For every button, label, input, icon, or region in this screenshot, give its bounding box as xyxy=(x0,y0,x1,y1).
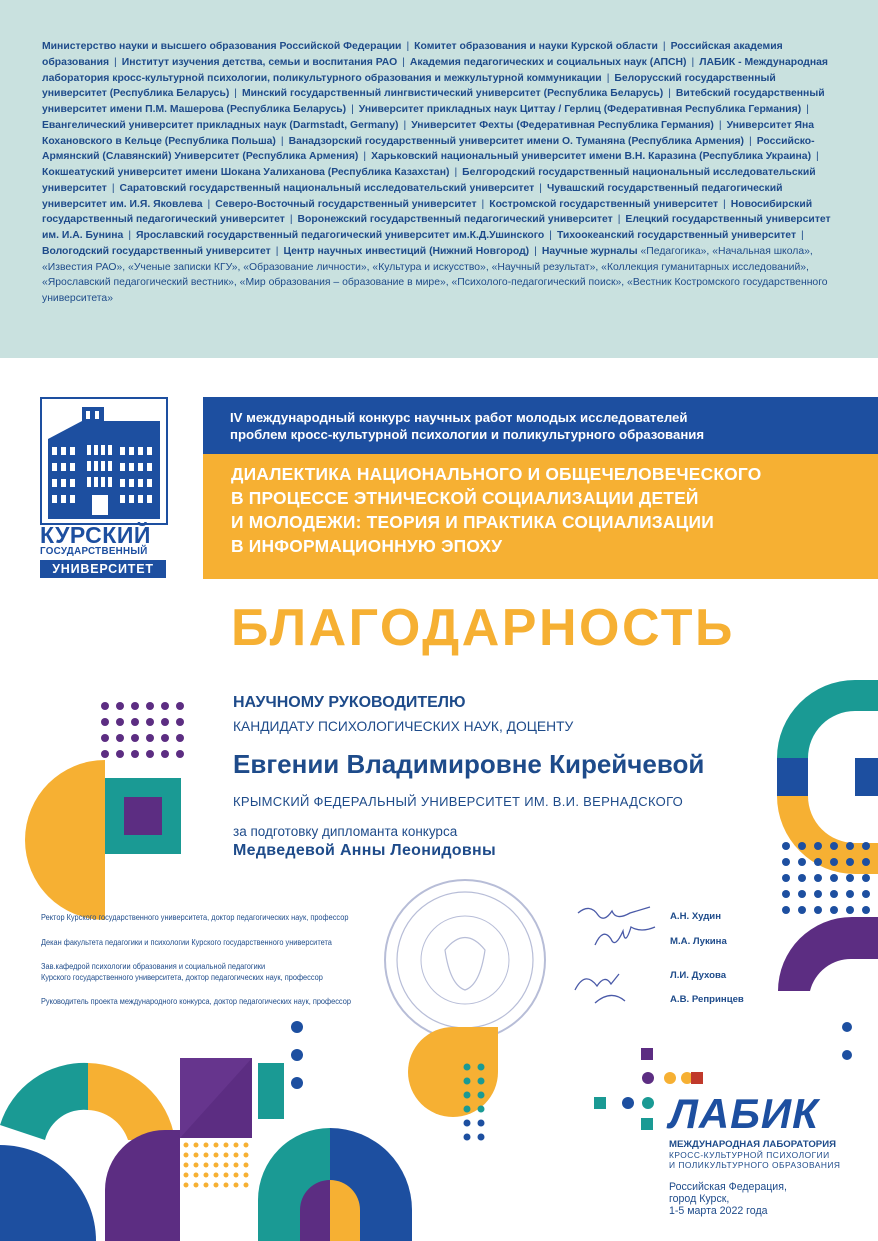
blue-quarter-circle xyxy=(0,1145,96,1241)
purple-square xyxy=(124,797,162,835)
journals-list: «Педагогика», «Начальная школа», «Известия РАО», «Ученые записки КГУ», «Образование личности», «Культура и искусство», «Научный результат», «Коллекция гуманитарных исследований», «Ярославский педагогический вестник», «Мир образования – образование в мире», «Психолого-педагогический поиск», «Вестник Костромского государственного университета» xyxy=(42,245,828,304)
recipient-degree: КАНДИДАТУ ПСИХОЛОГИЧЕСКИХ НАУК, ДОЦЕНТУ xyxy=(233,719,574,734)
separator: | xyxy=(749,135,752,147)
separator: | xyxy=(723,198,726,210)
separator: | xyxy=(403,119,407,131)
document-title: БЛАГОДАРНОСТЬ xyxy=(231,599,735,657)
organizer-item: Российская академия образования xyxy=(42,41,783,68)
organizer-item: Воронежский государственный педагогический университет xyxy=(297,214,613,226)
dot-grid-blue xyxy=(464,1120,485,1141)
contest-name-line1: IV международный конкурс научных работ молодых исследователей xyxy=(230,410,688,425)
location-line: город Курск, xyxy=(669,1193,730,1205)
separator: | xyxy=(454,167,458,178)
separator: | xyxy=(114,56,117,68)
organizer-item: Комитет образования и науки Курской области xyxy=(414,41,658,52)
separator: | xyxy=(128,230,132,241)
journals-label: Научные журналы xyxy=(541,245,641,257)
logo-line-university: УНИВЕРСИТЕТ xyxy=(40,560,166,578)
separator: | xyxy=(406,41,410,52)
separator: | xyxy=(280,135,284,147)
separator: | xyxy=(617,214,621,226)
blue-block xyxy=(855,758,878,796)
organizer-item: Университет Яна Кохановского в Кельце (Республика Польша) xyxy=(42,119,815,147)
separator: | xyxy=(363,151,367,163)
organizer-item: Белгородский государственный национальный исследовательский университет xyxy=(42,167,816,194)
organizer-item: Евангелический университет прикладных наук (Darmstadt, Germany) xyxy=(42,119,399,131)
signatory-name: А.В. Репринцев xyxy=(670,994,744,1005)
separator: | xyxy=(816,151,819,163)
signatory-name: М.А. Лукина xyxy=(670,936,727,947)
signatory-role: Зав.кафедрой психологии образования и социальной педагогики xyxy=(41,961,266,971)
separator: | xyxy=(111,182,115,194)
organizer-item: Минский государственный лингвистический университет (Республика Беларусь) xyxy=(242,88,664,100)
blue-dot-column xyxy=(291,1021,303,1089)
blue-dot xyxy=(842,1022,852,1032)
contest-name-line2: проблем кросс-культурной психологии и поликультурного образования xyxy=(230,427,705,442)
dot-grid-purple xyxy=(101,702,184,758)
teal-arc xyxy=(777,680,878,758)
organizer-item: Чувашский государственный педагогический университет им. И.Я. Яковлева xyxy=(42,182,783,210)
organizer-item: Харьковский национальный университет имени В.Н. Каразина (Республика Украина) xyxy=(371,151,812,163)
separator: | xyxy=(275,245,279,257)
organizer-item: Северо-Восточный государственный университет xyxy=(215,198,477,210)
organizer-item: Новосибирский государственный педагогический университет xyxy=(42,198,813,226)
recipient-name: Евгении Владимировне Кирейчевой xyxy=(233,749,705,779)
organizer-item: Институт изучения детства, семьи и воспитания РАО xyxy=(121,56,398,68)
orange-quarter-circle xyxy=(25,840,105,920)
recipient-university: КРЫМСКИЙ ФЕДЕРАЛЬНЫЙ УНИВЕРСИТЕТ ИМ. В.И. ВЕРНАДСКОГО xyxy=(233,794,684,809)
labik-subtitle: КРОСС-КУЛЬТУРНОЙ ПСИХОЛОГИИ xyxy=(669,1150,830,1160)
signatory-role: Ректор Курского государственного университета, доктор педагогических наук, профессор xyxy=(41,912,349,922)
round-seal xyxy=(385,880,545,1040)
separator: | xyxy=(549,230,552,241)
organizer-item: Университет прикладных наук Циттау / Герлиц (Федеративная Республика Германия) xyxy=(358,104,802,115)
separator: | xyxy=(234,88,237,100)
blue-dot xyxy=(842,1050,852,1060)
separator: | xyxy=(606,72,610,84)
organizer-item: Витебский государственный университет имени П.М. Машерова (Республика Беларусь) xyxy=(42,88,825,115)
separator: | xyxy=(806,104,809,115)
signatory-role: Декан факультета педагогики и психологии Курского государственного университета xyxy=(41,937,332,947)
separator: | xyxy=(691,56,695,68)
organizer-item: Ванадзорский государственный университет имени О. Туманяна (Республика Армения) xyxy=(288,135,745,147)
dot-grid-orange xyxy=(184,1143,249,1188)
student-name: Медведевой Анны Леонидовны xyxy=(233,842,496,859)
separator: | xyxy=(668,88,671,100)
signatory-role: Руководитель проекта международного конкурса, доктор педагогических наук, профессор xyxy=(41,996,351,1006)
organizer-item: Российско-Армянский (Славянский) Университет (Республика Армения) xyxy=(42,135,815,163)
separator: | xyxy=(539,182,542,194)
separator: | xyxy=(481,198,485,210)
organizer-item: Центр научных инвестиций (Нижний Новгород) xyxy=(283,245,530,257)
separator: | xyxy=(207,198,211,210)
logo-line-kursk: КУРСКИЙ xyxy=(40,522,151,548)
organizer-item: Саратовский государственный национальный исследовательский университет xyxy=(119,182,535,194)
blue-block xyxy=(777,758,808,796)
topic-line: В ПРОЦЕССЕ ЭТНИЧЕСКОЙ СОЦИАЛИЗАЦИИ ДЕТЕЙ xyxy=(231,488,699,508)
organizer-item: ЛАБИК - Международная лаборатория кросс-культурной психологии, поликультурного образования и межкультурной коммуникации xyxy=(42,56,829,84)
labik-title: ЛАБИК xyxy=(669,1090,819,1137)
teal-arc xyxy=(0,1063,88,1140)
award-reason: за подготовку дипломанта конкурса xyxy=(233,824,458,839)
organizer-item: Тихоокеанский государственный университет xyxy=(556,230,797,241)
separator: | xyxy=(718,119,722,131)
separator: | xyxy=(662,41,666,52)
handwritten-signatures xyxy=(575,907,655,1003)
location-line: Российская Федерация, xyxy=(669,1181,787,1193)
organizer-item: Белорусский государственный университет (Республика Беларусь) xyxy=(42,72,776,100)
organizer-item: Костромской государственный университет xyxy=(489,198,719,210)
topic-line: В ИНФОРМАЦИОННУЮ ЭПОХУ xyxy=(231,536,503,556)
orange-arc xyxy=(88,1063,175,1140)
event-location-date xyxy=(669,1181,787,1217)
organizer-item: Университет Фехты (Федеративная Республика Германия) xyxy=(411,119,714,131)
separator: | xyxy=(402,56,405,68)
organizer-item: Вологодский государственный университет xyxy=(42,245,271,257)
separator: | xyxy=(534,245,537,257)
purple-shape xyxy=(105,1130,180,1241)
location-line: 1-5 марта 2022 года xyxy=(669,1205,768,1217)
separator: | xyxy=(801,230,804,241)
purple-arc xyxy=(778,917,878,991)
signatory-role: Курского государственного университета, доктор педагогических наук, профессор xyxy=(41,972,323,982)
orange-quarter-circle xyxy=(25,760,105,840)
signatory-name: Л.И. Духова xyxy=(670,970,727,981)
topic-line: ДИАЛЕКТИКА НАЦИОНАЛЬНОГО И ОБЩЕЧЕЛОВЕЧЕСКОГО xyxy=(231,464,762,484)
labik-subtitle: И ПОЛИКУЛЬТУРНОГО ОБРАЗОВАНИЯ xyxy=(669,1160,841,1170)
topic-line: И МОЛОДЕЖИ: ТЕОРИЯ И ПРАКТИКА СОЦИАЛИЗАЦИИ xyxy=(231,512,714,532)
recipient-role: НАУЧНОМУ РУКОВОДИТЕЛЮ xyxy=(233,694,466,711)
organizer-item: Кокшеатуский университет имени Шокана Уалиханова (Республика Казахстан) xyxy=(42,167,450,178)
organizer-item: Елецкий государственный университет им. И.А. Бунина xyxy=(42,214,831,241)
teal-bar xyxy=(258,1063,284,1119)
signatory-name: А.Н. Худин xyxy=(670,911,722,922)
organizer-item: Ярославский государственный педагогический университет им.К.Д.Ушинского xyxy=(136,230,545,241)
separator: | xyxy=(289,214,293,226)
orange-shape xyxy=(408,1027,498,1117)
logo-line-state: ГОСУДАРСТВЕННЫЙ xyxy=(40,546,148,557)
organizer-item: Академия педагогических и социальных наук (АПСН) xyxy=(409,56,687,68)
separator: | xyxy=(351,104,354,115)
labik-subtitle: МЕЖДУНАРОДНАЯ ЛАБОРАТОРИЯ xyxy=(669,1139,836,1150)
organizer-item: Министерство науки и высшего образования Российской Федерации xyxy=(42,41,402,52)
